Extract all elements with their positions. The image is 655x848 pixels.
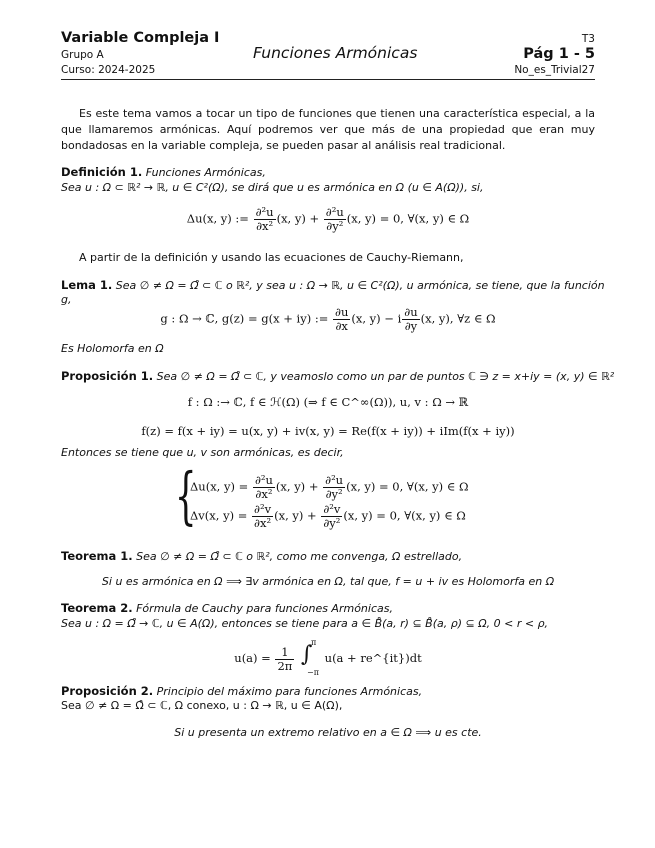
proposition-2-statement: Sea ∅ ≠ Ω = Ω̊ ⊂ ℂ, Ω conexo, u : Ω → ℝ, u ∈ A(Ω), [61, 699, 343, 712]
theorem-1-heading: Teorema 1. Sea ∅ ≠ Ω = Ω̊ ⊂ ℂ o ℝ², como me convenga, Ω estrellado, [61, 549, 463, 563]
lemma-1-heading: Lema 1. Sea ∅ ≠ Ω = Ω̊ ⊂ ℂ o ℝ², y sea u : Ω → ℝ, u ∈ C²(Ω), u armónica, se tiene, que la función [61, 278, 605, 292]
course-year: Curso: 2024-2025 [61, 64, 156, 76]
laplacian-equation: Δu(x, y) := $\frac{\text{∂²u}}{\text{∂x²}}$ (x, y) + $\frac{\text{∂²u}}{\text{∂y²}}$ (x, y) = 0, ∀(x, y) ∈ Ω [186, 205, 470, 233]
page-title: Funciones Armónicas [253, 44, 418, 62]
theorem-2-heading: Teorema 2. Fórmula de Cauchy para funciones Armónicas, [61, 601, 393, 615]
proposition-1-equation-2: f(z) = f(x + iy) = u(x, y) + iv(x, y) = Re(f(x + iy)) + iIm(f(x + iy)) [141, 424, 515, 438]
definition-statement: Sea u : Ω ⊂ ℝ² → ℝ, u ∈ C²(Ω), se dirá que u es armónica en Ω (u ∈ A(Ω)), si, [61, 181, 484, 194]
lemma-1-continuation: g, [61, 293, 72, 306]
definition-name: Funciones Armónicas, [145, 166, 266, 179]
topic-number: T3 [581, 33, 595, 45]
laplacian-v-equation: Δv(x, y) = $\frac{\text{∂²v}}{\text{∂x²}}$ (x, y) + $\frac{\text{∂²v}}{\text{∂y²}}$ (x, y) = 0, ∀(x, y) ∈ Ω [190, 502, 466, 530]
theorem-1-conclusion: Si u es armónica en Ω ⟹ ∃v armónica en Ω, tal que, f = u + iv es Holomorfa en Ω [101, 575, 555, 588]
proposition-1-equation-1: f : Ω :→ ℂ, f ∈ ℋ(Ω) (⇒ f ∈ C^∞(Ω)), u, v : Ω → ℝ [187, 395, 469, 409]
bridge-text: A partir de la definición y usando las ecuaciones de Cauchy-Riemann, [79, 251, 464, 264]
integral-sign: ∫ π −π [301, 638, 319, 677]
proposition-2-heading: Proposición 2. Principio del máximo para funciones Armónicas, [61, 684, 423, 698]
cauchy-formula: u(a) = $\frac{1}{2\pi}$ ∫ π −π u(a + re^{it})dt [234, 638, 422, 677]
author-handle: No_es_Trivial27 [514, 64, 595, 76]
proposition-1-conclusion: Entonces se tiene que u, v son armónicas, es decir, [61, 446, 344, 459]
proposition-1-heading: Proposición 1. Sea ∅ ≠ Ω = Ω̊ ⊂ ℂ, y veamoslo como un par de puntos ℂ ∋ z = x+iy = (x, y) ∈ ℝ² [61, 369, 615, 383]
intro-paragraph: Es este tema vamos a tocar un tipo de funciones que tienen una característica especial, a la que llamaremos armónicas. Aquí podremos ver que más de una propiedad que eran muy bondadosas en la variable compleja, se pueden pasar al análisis real tradicional. [61, 107, 595, 152]
laplacian-u-equation: Δu(x, y) = $\frac{\text{∂²u}}{\text{∂x²}}$ (x, y) + $\frac{\text{∂²u}}{\text{∂y²}}$ (x, y) = 0, ∀(x, y) ∈ Ω [190, 473, 469, 501]
header-rule [61, 79, 595, 80]
course-name: Variable Compleja I [61, 30, 220, 46]
definition-label: Definición 1. [61, 165, 143, 179]
theorem-2-statement: Sea u : Ω = Ω̊ → ℂ, u ∈ A(Ω), entonces se tiene para a ∈ B̊(a, r) ⊆ B̊(a, ρ) ⊆ Ω, 0 < r < ρ, [61, 617, 549, 630]
system-brace: { [174, 459, 197, 532]
proposition-2-conclusion: Si u presenta un extremo relativo en a ∈ Ω ⟹ u es cte. [174, 726, 482, 739]
group-label: Grupo A [61, 49, 104, 61]
page-number: Pág 1 - 5 [523, 46, 595, 62]
lemma-1-conclusion: Es Holomorfa en Ω [61, 342, 164, 355]
lemma-1-equation: g : Ω → ℂ, g(z) = g(x + iy) := $\frac{\partial u}{\partial x}$ (x, y) − i $\frac{\partial u}{\partial y}$ (x, y), ∀z ∈ Ω [160, 305, 496, 333]
definition-1-heading [61, 165, 266, 180]
